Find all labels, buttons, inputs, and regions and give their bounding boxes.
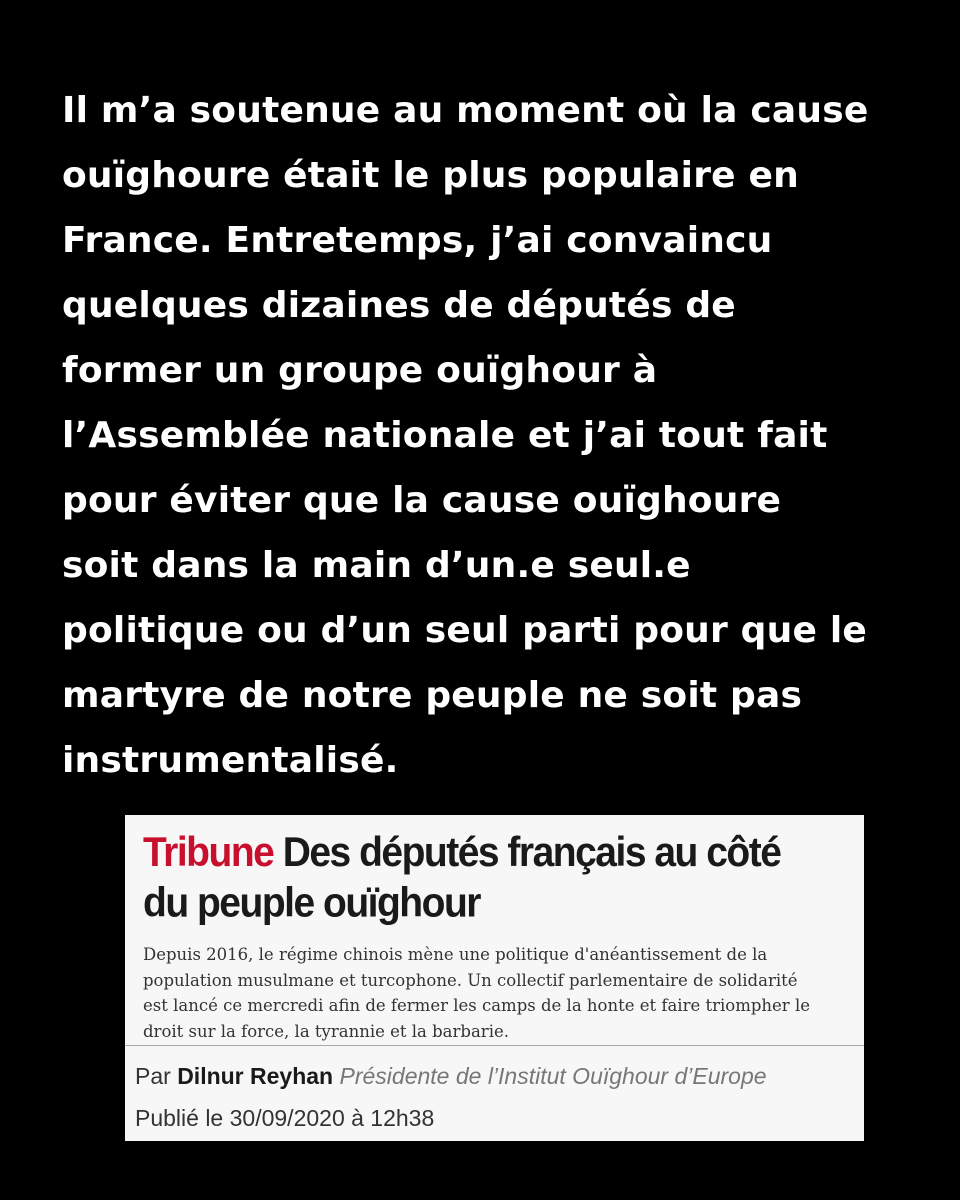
quote-line: ouïghoure était le plus populaire en [62, 155, 799, 196]
quote-line: former un groupe ouïghour à [62, 350, 658, 391]
byline-prefix: Par [135, 1063, 171, 1089]
quote-line: pour éviter que la cause ouïghoure [62, 480, 782, 521]
article-headline [143, 827, 843, 929]
author-name: Dilnur Reyhan [177, 1063, 334, 1089]
byline-divider [125, 1045, 864, 1046]
quote-line: l’Assemblée nationale et j’ai tout fait [62, 415, 828, 456]
headline-line-2: du peuple ouïghour [143, 879, 480, 927]
lede-line: Depuis 2016, le régime chinois mène une politique d'anéantissement de la [143, 945, 768, 964]
publish-date: Publié le 30/09/2020 à 12h38 [135, 1105, 435, 1131]
lede-line: est lancé ce mercredi afin de fermer les camps de la honte et faire triompher le [143, 996, 810, 1015]
author-role: Présidente de l’Institut Ouïghour d’Europe [339, 1063, 767, 1089]
article-byline [135, 1061, 767, 1091]
lede-line: population musulmane et turcophone. Un collectif parlementaire de solidarité [143, 970, 798, 990]
headline-text-1: Des députés français au côté [282, 829, 781, 876]
quote-line: Il m’a soutenue au moment où la cause [62, 90, 869, 131]
article-clipping [125, 815, 864, 1141]
quote-line: soit dans la main d’un.e seul.e [62, 545, 691, 586]
quote-text [62, 78, 912, 793]
quote-line: martyre de notre peuple ne soit pas [62, 675, 803, 716]
article-lede [143, 942, 843, 1044]
quote-line: politique ou d’un seul parti pour que le [62, 610, 867, 651]
quote-line: France. Entretemps, j’ai convaincu [62, 220, 773, 261]
headline-line-1 [143, 827, 843, 878]
quote-line: quelques dizaines de députés de [62, 285, 736, 326]
lede-line: droit sur la force, la tyrannie et la barbarie. [143, 1021, 509, 1041]
article-kicker: Tribune [143, 829, 274, 876]
quote-line: instrumentalisé. [62, 740, 399, 781]
